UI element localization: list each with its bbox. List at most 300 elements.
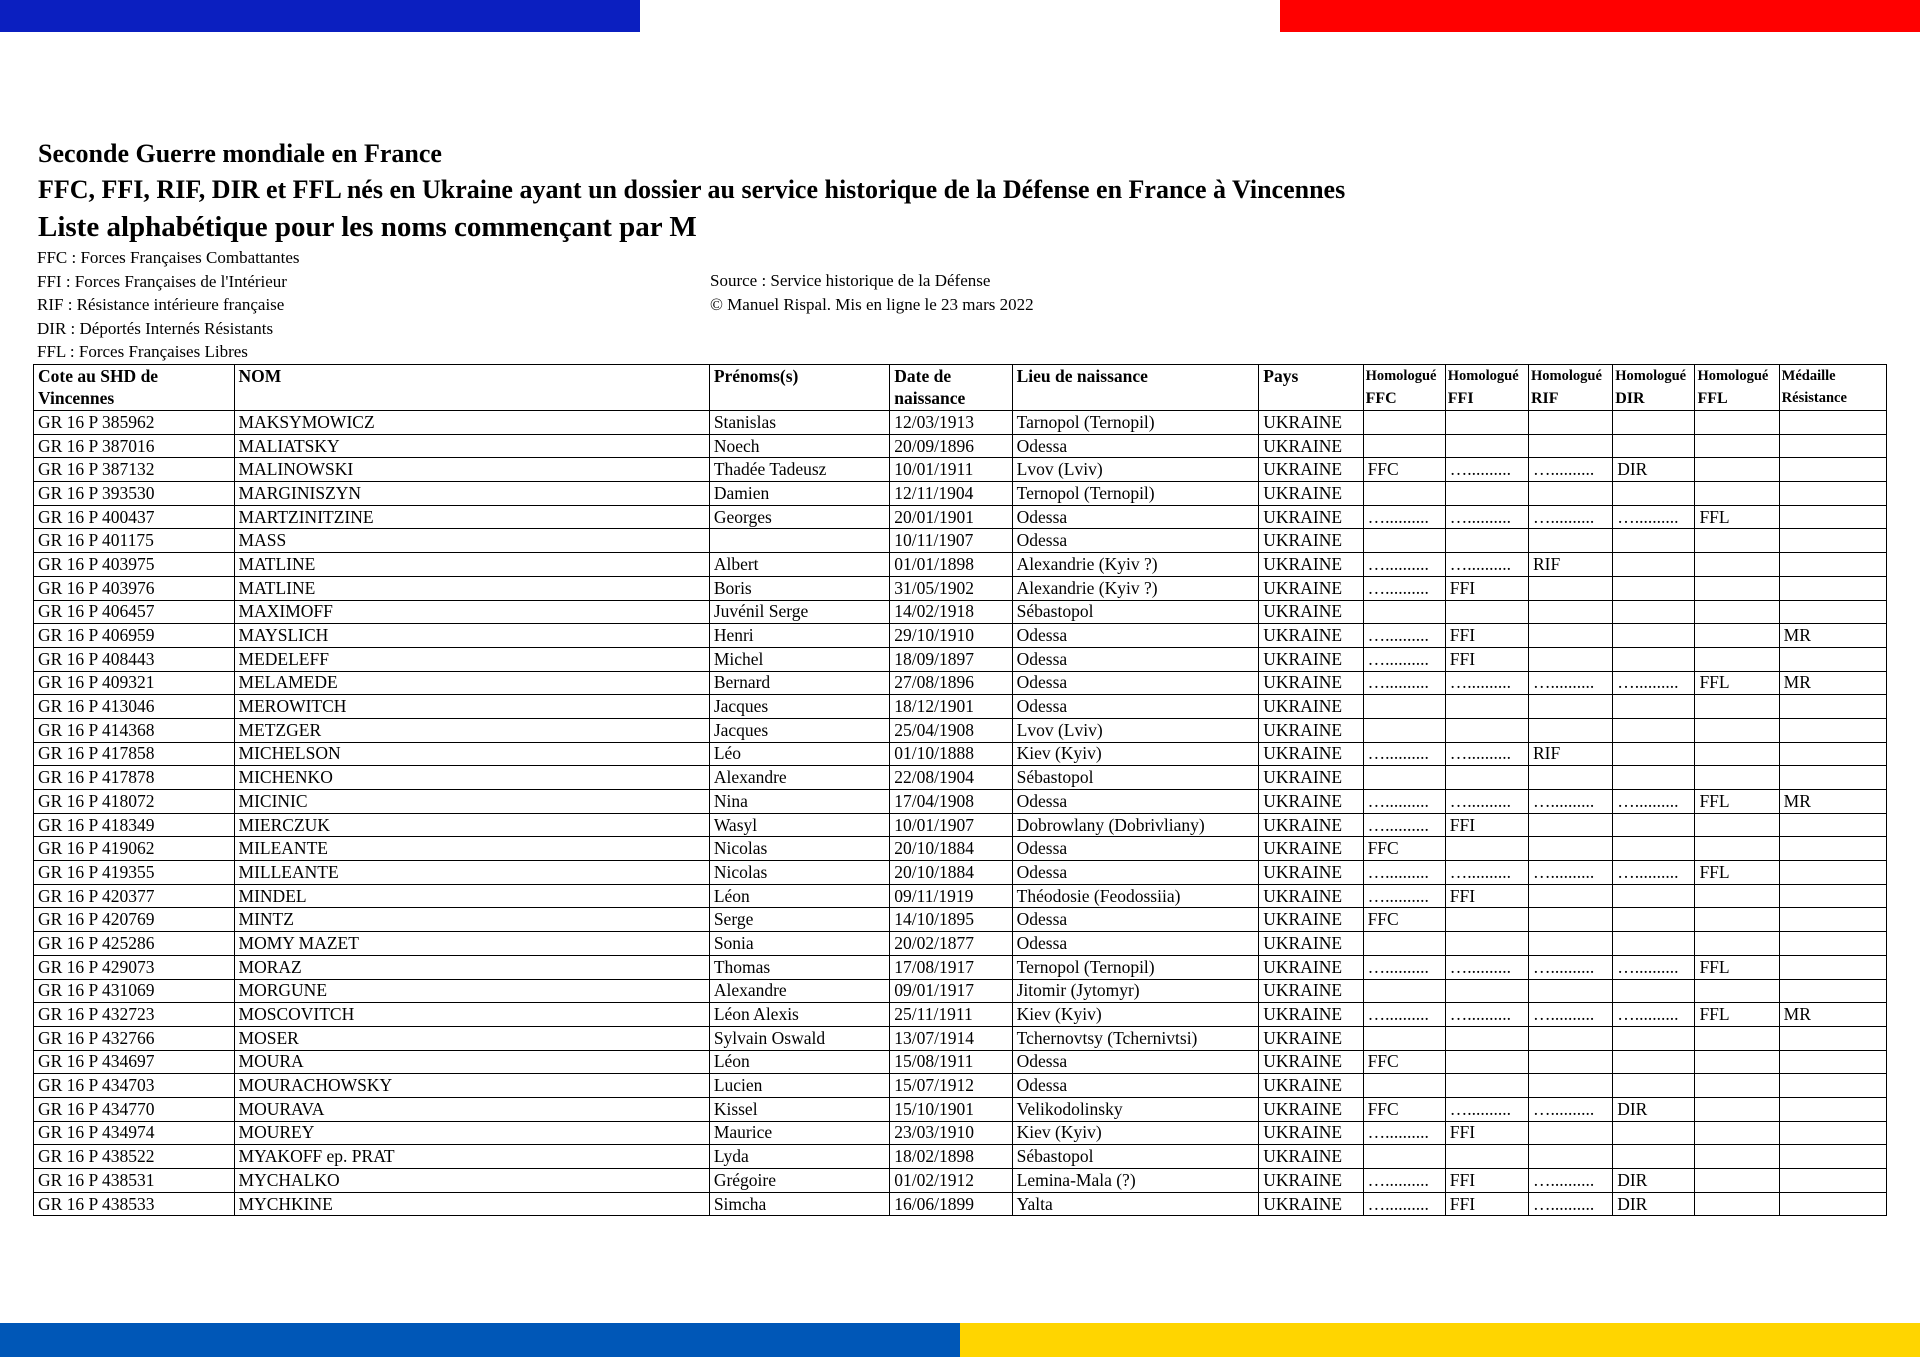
cell-rif: ….......... [1529,458,1613,482]
legend-item: FFL : Forces Françaises Libres [37,342,248,361]
cell-date: 14/02/1918 [890,600,1012,624]
cell-medaille [1779,861,1886,885]
cell-cote: GR 16 P 434697 [34,1050,235,1074]
cell-medaille [1779,529,1886,553]
cell-dir [1613,813,1695,837]
cell-cote: GR 16 P 438533 [34,1192,235,1216]
col-header-date-2: naissance [890,388,1012,411]
cell-ffi [1445,837,1528,861]
cell-ffi [1445,600,1528,624]
col-header-ffi-2: FFI [1445,388,1528,411]
cell-cote: GR 16 P 403975 [34,553,235,577]
cell-pays: UKRAINE [1259,458,1363,482]
cell-lieu: Sébastopol [1012,766,1259,790]
cell-ffc [1363,695,1445,719]
cell-cote: GR 16 P 409321 [34,671,235,695]
col-header-ffi: Homologué [1445,365,1528,388]
cell-nom: MASS [234,529,709,553]
cell-dir: DIR [1613,1192,1695,1216]
table-row [34,1026,1887,1050]
cell-cote: GR 16 P 429073 [34,955,235,979]
cell-ffi [1445,695,1528,719]
cell-pays: UKRAINE [1259,979,1363,1003]
cell-rif: ….......... [1529,1169,1613,1193]
cell-medaille [1779,695,1886,719]
cell-ffc: ….......... [1363,955,1445,979]
table-row [34,411,1887,435]
records-table [33,364,1887,1216]
cell-cote: GR 16 P 432723 [34,1003,235,1027]
cell-nom: MORAZ [234,955,709,979]
cell-lieu: Odessa [1012,434,1259,458]
cell-lieu: Odessa [1012,1074,1259,1098]
cell-medaille [1779,932,1886,956]
cell-dir [1613,624,1695,648]
cell-ffl [1695,908,1779,932]
table-row [34,766,1887,790]
cell-ffl [1695,742,1779,766]
cell-cote: GR 16 P 413046 [34,695,235,719]
col-header-nom: NOM [234,365,709,388]
cell-rif: ….......... [1529,1003,1613,1027]
cell-ffl [1695,1192,1779,1216]
cell-date: 20/10/1884 [890,837,1012,861]
cell-dir [1613,837,1695,861]
cell-ffi: FFI [1445,647,1528,671]
cell-cote: GR 16 P 434974 [34,1121,235,1145]
cell-ffl [1695,600,1779,624]
col-header-lieu: Lieu de naissance [1012,365,1259,388]
flag-band-yellow-bottom [960,1323,1920,1357]
cell-ffi: FFI [1445,884,1528,908]
cell-lieu: Odessa [1012,647,1259,671]
cell-medaille [1779,718,1886,742]
cell-pays: UKRAINE [1259,766,1363,790]
cell-rif [1529,1026,1613,1050]
cell-medaille [1779,766,1886,790]
cell-pays: UKRAINE [1259,529,1363,553]
cell-prenoms: Léon [709,1050,889,1074]
cell-rif: ….......... [1529,861,1613,885]
cell-medaille [1779,1169,1886,1193]
cell-dir [1613,647,1695,671]
table-row [34,884,1887,908]
cell-ffc [1363,1074,1445,1098]
source-line: Source : Service historique de la Défense [710,271,991,290]
cell-prenoms: Sylvain Oswald [709,1026,889,1050]
cell-cote: GR 16 P 419062 [34,837,235,861]
cell-ffc [1363,932,1445,956]
cell-pays: UKRAINE [1259,695,1363,719]
cell-cote: GR 16 P 403976 [34,576,235,600]
cell-date: 20/02/1877 [890,932,1012,956]
cell-medaille [1779,434,1886,458]
table-row [34,458,1887,482]
cell-medaille [1779,647,1886,671]
cell-pays: UKRAINE [1259,790,1363,814]
cell-lieu: Yalta [1012,1192,1259,1216]
cell-lieu: Odessa [1012,908,1259,932]
cell-ffi: ….......... [1445,458,1528,482]
cell-rif [1529,1074,1613,1098]
cell-medaille [1779,1074,1886,1098]
cell-prenoms: Henri [709,624,889,648]
cell-lieu: Ternopol (Ternopil) [1012,482,1259,506]
cell-ffi: FFI [1445,576,1528,600]
cell-dir: DIR [1613,458,1695,482]
cell-cote: GR 16 P 417878 [34,766,235,790]
cell-date: 31/05/1902 [890,576,1012,600]
cell-date: 15/07/1912 [890,1074,1012,1098]
cell-prenoms: Michel [709,647,889,671]
table-header-row [34,388,1887,411]
cell-dir: ….......... [1613,505,1695,529]
table-row [34,624,1887,648]
cell-dir [1613,434,1695,458]
cell-nom: METZGER [234,718,709,742]
cell-rif: ….......... [1529,1097,1613,1121]
cell-ffl [1695,813,1779,837]
col-header-ffl-2: FFL [1695,388,1779,411]
cell-medaille [1779,908,1886,932]
cell-pays: UKRAINE [1259,884,1363,908]
cell-rif [1529,624,1613,648]
cell-date: 29/10/1910 [890,624,1012,648]
col-header-cote: Cote au SHD de [34,365,235,388]
table-row [34,1169,1887,1193]
cell-pays: UKRAINE [1259,1145,1363,1169]
cell-ffc [1363,1026,1445,1050]
cell-ffc [1363,718,1445,742]
col-header-medaille-2: Résistance [1779,388,1886,411]
cell-lieu: Kiev (Kyiv) [1012,742,1259,766]
cell-ffi: ….......... [1445,861,1528,885]
cell-ffc: ….......... [1363,1169,1445,1193]
cell-ffl [1695,1050,1779,1074]
cell-medaille [1779,1026,1886,1050]
cell-pays: UKRAINE [1259,1097,1363,1121]
cell-rif: RIF [1529,742,1613,766]
source-note [710,269,1034,316]
cell-prenoms: Léo [709,742,889,766]
cell-dir: ….......... [1613,1003,1695,1027]
cell-date: 01/02/1912 [890,1169,1012,1193]
cell-lieu: Alexandrie (Kyiv ?) [1012,553,1259,577]
cell-lieu: Odessa [1012,529,1259,553]
cell-nom: MALIATSKY [234,434,709,458]
cell-dir [1613,884,1695,908]
cell-rif [1529,695,1613,719]
table-row [34,1050,1887,1074]
cell-nom: MICHELSON [234,742,709,766]
cell-ffc: ….......... [1363,1121,1445,1145]
cell-ffi [1445,766,1528,790]
cell-cote: GR 16 P 419355 [34,861,235,885]
cell-ffl [1695,1074,1779,1098]
cell-pays: UKRAINE [1259,1026,1363,1050]
cell-nom: MYAKOFF ep. PRAT [234,1145,709,1169]
table-row [34,790,1887,814]
cell-nom: MINTZ [234,908,709,932]
cell-pays: UKRAINE [1259,908,1363,932]
cell-pays: UKRAINE [1259,1121,1363,1145]
cell-rif [1529,718,1613,742]
cell-ffl [1695,647,1779,671]
cell-pays: UKRAINE [1259,647,1363,671]
cell-cote: GR 16 P 420769 [34,908,235,932]
cell-ffc [1363,529,1445,553]
cell-prenoms: Grégoire [709,1169,889,1193]
cell-medaille [1779,458,1886,482]
cell-lieu: Velikodolinsky [1012,1097,1259,1121]
col-header-pays: Pays [1259,365,1363,388]
cell-cote: GR 16 P 434703 [34,1074,235,1098]
cell-lieu: Tarnopol (Ternopil) [1012,411,1259,435]
cell-prenoms: Lucien [709,1074,889,1098]
cell-pays: UKRAINE [1259,434,1363,458]
cell-lieu: Théodosie (Feodossiia) [1012,884,1259,908]
cell-nom: MAXIMOFF [234,600,709,624]
cell-ffl [1695,837,1779,861]
legend-item: FFC : Forces Françaises Combattantes [37,248,300,267]
col-header-rif: Homologué [1529,365,1613,388]
cell-ffi [1445,482,1528,506]
cell-dir: ….......... [1613,671,1695,695]
table-row [34,718,1887,742]
cell-prenoms: Bernard [709,671,889,695]
cell-ffc: ….......... [1363,884,1445,908]
cell-prenoms: Boris [709,576,889,600]
cell-nom: MARTZINITZINE [234,505,709,529]
cell-ffl [1695,458,1779,482]
cell-ffl [1695,553,1779,577]
cell-ffi: ….......... [1445,671,1528,695]
cell-ffi [1445,718,1528,742]
cell-ffi [1445,434,1528,458]
cell-rif [1529,932,1613,956]
cell-lieu: Lvov (Lviv) [1012,718,1259,742]
cell-prenoms [709,529,889,553]
cell-date: 27/08/1896 [890,671,1012,695]
cell-date: 09/01/1917 [890,979,1012,1003]
cell-nom: MOSCOVITCH [234,1003,709,1027]
cell-medaille [1779,553,1886,577]
cell-cote: GR 16 P 414368 [34,718,235,742]
cell-pays: UKRAINE [1259,1169,1363,1193]
cell-pays: UKRAINE [1259,624,1363,648]
cell-rif: ….......... [1529,790,1613,814]
cell-dir [1613,766,1695,790]
cell-ffl [1695,932,1779,956]
cell-lieu: Jitomir (Jytomyr) [1012,979,1259,1003]
cell-rif [1529,576,1613,600]
cell-prenoms: Alexandre [709,766,889,790]
cell-pays: UKRAINE [1259,861,1363,885]
cell-lieu: Odessa [1012,932,1259,956]
abbreviation-legend [37,246,300,364]
col-header-nom-2 [234,388,709,411]
cell-lieu: Odessa [1012,624,1259,648]
cell-medaille: MR [1779,624,1886,648]
cell-medaille [1779,955,1886,979]
col-header-lieu-2 [1012,388,1259,411]
cell-ffl: FFL [1695,671,1779,695]
cell-nom: MOUREY [234,1121,709,1145]
cell-pays: UKRAINE [1259,837,1363,861]
cell-lieu: Lvov (Lviv) [1012,458,1259,482]
cell-rif [1529,600,1613,624]
table-row [34,1192,1887,1216]
cell-ffi: ….......... [1445,1003,1528,1027]
cell-ffi: ….......... [1445,742,1528,766]
cell-dir [1613,932,1695,956]
copyright-line: © Manuel Rispal. Mis en ligne le 23 mars 2022 [710,294,1034,314]
table-row [34,1074,1887,1098]
cell-ffc: ….......... [1363,813,1445,837]
cell-ffl [1695,766,1779,790]
cell-nom: MOURACHOWSKY [234,1074,709,1098]
cell-ffi: FFI [1445,1192,1528,1216]
cell-medaille: MR [1779,671,1886,695]
cell-cote: GR 16 P 406959 [34,624,235,648]
table-row [34,955,1887,979]
cell-cote: GR 16 P 438531 [34,1169,235,1193]
cell-prenoms: Wasyl [709,813,889,837]
cell-ffi [1445,1026,1528,1050]
cell-ffl [1695,979,1779,1003]
cell-date: 01/01/1898 [890,553,1012,577]
table-row [34,553,1887,577]
cell-ffc [1363,766,1445,790]
table-row [34,576,1887,600]
cell-rif [1529,766,1613,790]
cell-lieu: Alexandrie (Kyiv ?) [1012,576,1259,600]
cell-rif: ….......... [1529,671,1613,695]
cell-ffc [1363,434,1445,458]
cell-dir [1613,553,1695,577]
cell-dir [1613,576,1695,600]
cell-dir [1613,1074,1695,1098]
cell-nom: MALINOWSKI [234,458,709,482]
cell-ffl [1695,576,1779,600]
cell-lieu: Odessa [1012,837,1259,861]
cell-lieu: Tchernovtsy (Tchernivtsi) [1012,1026,1259,1050]
cell-prenoms: Alexandre [709,979,889,1003]
cell-nom: MIERCZUK [234,813,709,837]
table-row [34,908,1887,932]
cell-medaille [1779,482,1886,506]
cell-ffl [1695,695,1779,719]
cell-ffc: ….......... [1363,742,1445,766]
cell-pays: UKRAINE [1259,576,1363,600]
cell-rif [1529,1145,1613,1169]
legend-item: RIF : Résistance intérieure française [37,295,285,314]
cell-dir [1613,1121,1695,1145]
cell-pays: UKRAINE [1259,1192,1363,1216]
cell-ffc: FFC [1363,1050,1445,1074]
cell-pays: UKRAINE [1259,1003,1363,1027]
cell-ffc: ….......... [1363,505,1445,529]
cell-dir [1613,482,1695,506]
table-row [34,861,1887,885]
cell-cote: GR 16 P 420377 [34,884,235,908]
table-row [34,600,1887,624]
cell-medaille [1779,576,1886,600]
cell-ffl: FFL [1695,790,1779,814]
cell-ffc [1363,600,1445,624]
cell-ffi [1445,979,1528,1003]
cell-date: 22/08/1904 [890,766,1012,790]
cell-ffc: FFC [1363,837,1445,861]
cell-pays: UKRAINE [1259,411,1363,435]
cell-lieu: Sébastopol [1012,600,1259,624]
cell-cote: GR 16 P 400437 [34,505,235,529]
cell-date: 17/08/1917 [890,955,1012,979]
cell-lieu: Odessa [1012,671,1259,695]
cell-nom: MOSER [234,1026,709,1050]
cell-prenoms: Nina [709,790,889,814]
cell-lieu: Sébastopol [1012,1145,1259,1169]
cell-prenoms: Lyda [709,1145,889,1169]
cell-ffc: ….......... [1363,647,1445,671]
cell-dir: ….......... [1613,955,1695,979]
col-header-pays-2 [1259,388,1363,411]
cell-prenoms: Maurice [709,1121,889,1145]
list-title: Liste alphabétique pour les noms commençant par M [38,211,697,243]
page-title: Seconde Guerre mondiale en France [38,139,442,168]
cell-ffi [1445,529,1528,553]
cell-pays: UKRAINE [1259,718,1363,742]
cell-rif [1529,411,1613,435]
cell-ffc [1363,411,1445,435]
cell-dir: DIR [1613,1097,1695,1121]
cell-lieu: Lemina-Mala (?) [1012,1169,1259,1193]
table-header-row [34,365,1887,388]
cell-ffl: FFL [1695,861,1779,885]
cell-cote: GR 16 P 387132 [34,458,235,482]
cell-cote: GR 16 P 418072 [34,790,235,814]
cell-prenoms: Nicolas [709,837,889,861]
cell-ffi [1445,411,1528,435]
table-row [34,671,1887,695]
cell-medaille [1779,979,1886,1003]
table-row [34,695,1887,719]
cell-ffc [1363,979,1445,1003]
cell-nom: MAYSLICH [234,624,709,648]
col-header-medaille: Médaille [1779,365,1886,388]
cell-date: 12/11/1904 [890,482,1012,506]
cell-ffi: ….......... [1445,955,1528,979]
cell-medaille [1779,813,1886,837]
cell-date: 01/10/1888 [890,742,1012,766]
cell-nom: MATLINE [234,553,709,577]
cell-ffc: ….......... [1363,553,1445,577]
cell-date: 16/06/1899 [890,1192,1012,1216]
cell-prenoms: Simcha [709,1192,889,1216]
cell-date: 18/12/1901 [890,695,1012,719]
cell-medaille [1779,742,1886,766]
cell-date: 14/10/1895 [890,908,1012,932]
cell-dir [1613,529,1695,553]
col-header-cote-2: Vincennes [34,388,235,411]
cell-rif [1529,647,1613,671]
cell-cote: GR 16 P 408443 [34,647,235,671]
table-row [34,529,1887,553]
cell-nom: MAKSYMOWICZ [234,411,709,435]
cell-prenoms: Damien [709,482,889,506]
cell-ffl [1695,1169,1779,1193]
cell-pays: UKRAINE [1259,505,1363,529]
